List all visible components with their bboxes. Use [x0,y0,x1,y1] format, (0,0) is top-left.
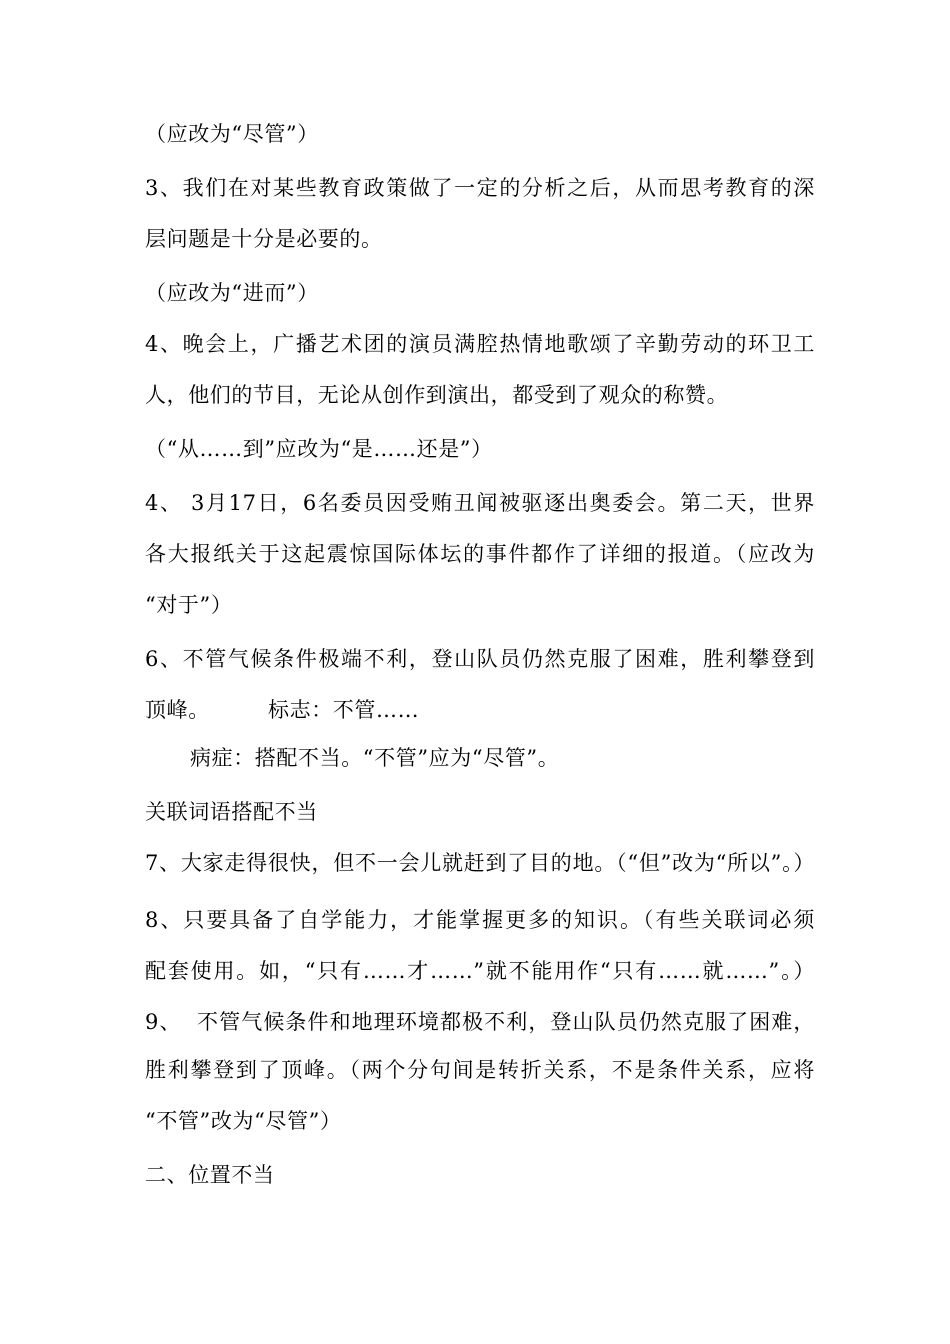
section-heading: 二、位置不当 [145,1163,275,1187]
text-line-11: 6、不管气候条件极端不利，登山队员仍然克服了困难，胜利攀登到 [145,647,815,671]
text-line-15: 7、大家走得很快，但不一会儿就赶到了目的地。（“但”改为“所以”。） [145,851,815,875]
text-line-1: （应改为“尽管”） [145,122,319,146]
text-line-12: 顶峰。 标志：不管…… [145,698,420,722]
text-line-6: 人，他们的节目，无论从创作到演出，都受到了观众的称赞。 [145,383,729,407]
text-line-4: （应改为“进而”） [145,281,319,305]
text-line-5: 4、晚会上，广播艺术团的演员满腔热情地歌颂了辛勤劳动的环卫工 [145,332,815,356]
text-line-17: 配套使用。如，“只有……才……”就不能用作“只有……就……”。） [145,959,815,983]
text-line-2: 3、我们在对某些教育政策做了一定的分析之后，从而思考教育的深 [145,176,815,200]
text-line-14: 关联词语搭配不当 [145,800,318,824]
text-line-7: （“从……到”应改为“是……还是”） [145,437,493,461]
text-line-13: 病症：搭配不当。“不管”应为“尽管”。 [190,746,560,770]
text-line-3: 层问题是十分是必要的。 [145,227,383,251]
text-line-18: 9、 不管气候条件和地理环境都极不利，登山队员仍然克服了困难， [145,1010,815,1034]
text-line-9: 各大报纸关于这起震惊国际体坛的事件都作了详细的报道。（应改为 [145,542,815,566]
text-line-19: 胜利攀登到了顶峰。（两个分句间是转折关系，不是条件关系，应将 [145,1058,815,1082]
text-line-20: “不管”改为“尽管”） [145,1109,342,1133]
text-line-8: 4、 3月17日，6名委员因受贿丑闻被驱逐出奥委会。第二天，世界 [145,491,815,515]
text-line-16: 8、只要具备了自学能力，才能掌握更多的知识。（有些关联词必须 [145,908,815,932]
text-line-10: “对于”） [145,593,233,617]
